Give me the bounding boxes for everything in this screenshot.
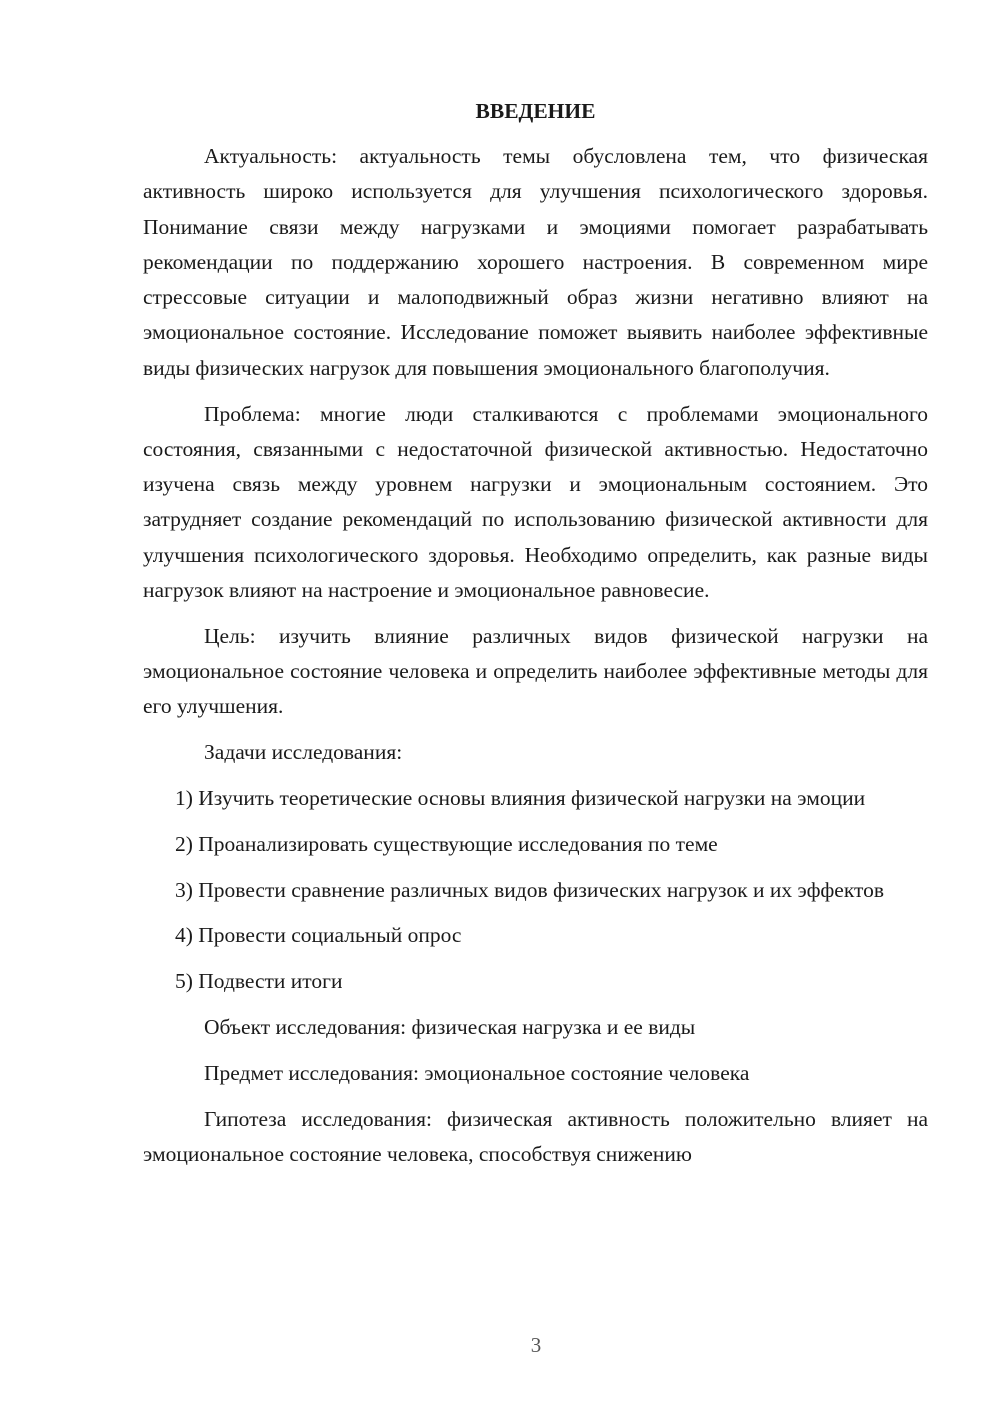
page-title: ВВЕДЕНИЕ	[475, 99, 596, 123]
paragraph-problem: Проблема: многие люди сталкиваются с проблемами эмоционального состояния, связанными с недостаточной физической активностью. Недостаточно изучена связь между уровнем нагрузки и эмоциональным состоянием. Это затрудняет создание рекомендаций по использованию физической активности для улучшения психологического здоровья. Необходимо определить, как разные виды нагрузок влияют на настроение и эмоциональное равновесие.	[143, 401, 928, 603]
document-page	[143, 93, 928, 1183]
task-item-4: 4) Провести социальный опрос	[175, 923, 462, 948]
task-item-2: 2) Проанализировать существующие исследования по теме	[175, 831, 718, 856]
paragraph-goal: Цель: изучить влияние различных видов физической нагрузки на эмоциональное состояние человека и определить наиболее эффективные методы для его улучшения.	[143, 623, 928, 719]
paragraph-subject: Предмет исследования: эмоциональное состояние человека	[204, 1060, 750, 1085]
paragraph-object: Объект исследования: физическая нагрузка и ее виды	[204, 1015, 696, 1040]
page-number: 3	[530, 1333, 542, 1357]
task-item-5: 5) Подвести итоги	[175, 969, 343, 994]
task-item-3: 3) Провести сравнение различных видов физических нагрузок и их эффектов	[175, 877, 885, 902]
task-item-1: 1) Изучить теоретические основы влияния физической нагрузки на эмоции	[175, 786, 866, 811]
paragraph-relevance: Актуальность: актуальность темы обусловлена тем, что физическая активность широко используется для улучшения психологического здоровья. Понимание связи между нагрузками и эмоциями помогает разрабатывать рекомендации по поддержанию хорошего настроения. В современном мире стрессовые ситуации и малоподвижный образ жизни негативно влияют на эмоциональное состояние. Исследование поможет выявить наиболее эффективные виды физических нагрузок для повышения эмоционального благополучия.	[143, 144, 928, 380]
tasks-heading: Задачи исследования:	[204, 740, 403, 765]
paragraph-hypothesis: Гипотеза исследования: физическая активность положительно влияет на эмоциональное состояние человека, способствуя снижению	[143, 1106, 928, 1166]
